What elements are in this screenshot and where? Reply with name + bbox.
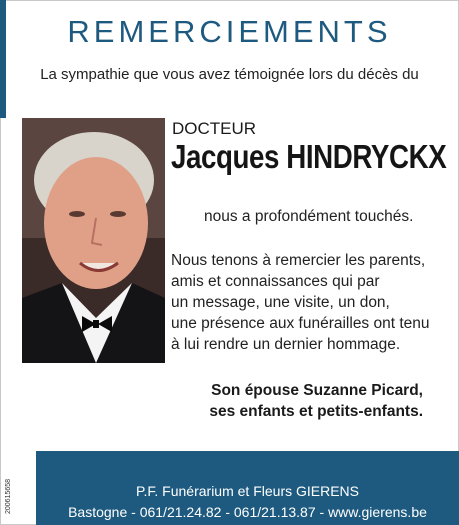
thanks-line: Nous tenons à remercier les parents, — [171, 252, 426, 269]
thanks-line: amis et connaissances qui par — [171, 273, 380, 290]
reference-code: 200615658 — [5, 478, 12, 514]
portrait-illustration — [22, 118, 165, 363]
deceased-honorific: DOCTEUR — [172, 119, 257, 138]
deceased-name: Jacques HINDRYCKX — [171, 138, 447, 175]
signature-line: Son épouse Suzanne Picard, — [211, 382, 423, 399]
notice-title: REMERCIEMENTS — [67, 14, 392, 49]
funeral-home-contact: Bastogne - 061/21.24.82 - 061/21.13.87 - www.gierens.be — [68, 504, 427, 520]
portrait-photo — [22, 118, 165, 363]
intro-text: La sympathie que vous avez témoignée lors du décès du — [40, 66, 419, 83]
thanks-line: un message, une visite, un don, — [171, 294, 390, 311]
funeral-home-name: P.F. Funérarium et Fleurs GIERENS — [135, 483, 360, 499]
touched-text: nous a profondément touchés. — [204, 208, 414, 225]
funeral-home-footer — [36, 451, 459, 525]
thanks-paragraph — [171, 250, 430, 355]
thanks-line: une présence aux funérailles ont tenu — [171, 315, 430, 332]
signature-line: ses enfants et petits-enfants. — [209, 403, 423, 420]
thanks-line: à lui rendre un dernier hommage. — [171, 336, 401, 353]
family-signature — [209, 380, 423, 422]
